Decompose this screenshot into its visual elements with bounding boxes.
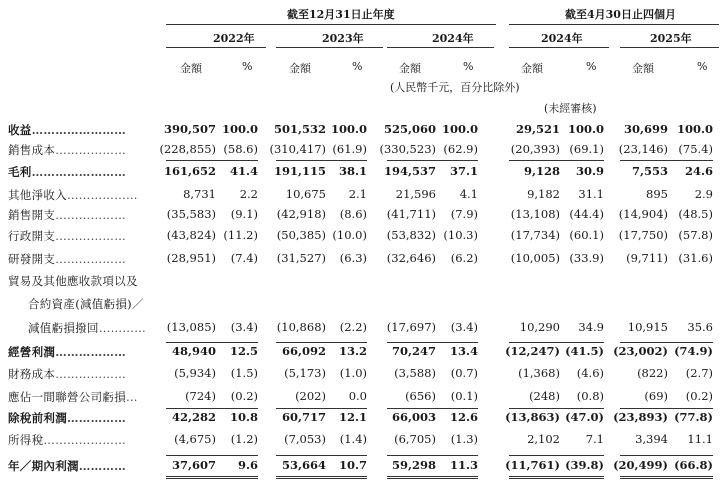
row-label — [8, 410, 126, 426]
cell-value: (7,053) — [284, 432, 326, 446]
cell-value: (5,934) — [174, 366, 216, 380]
cell-value: (77.8) — [674, 410, 713, 424]
impairment-label-line-1: 貿易及其他應收款項以及 — [8, 274, 138, 288]
cell-value: 3,394 — [635, 432, 668, 446]
row-label — [8, 389, 138, 405]
cell-value: 30.9 — [575, 164, 604, 178]
subtotal-rule — [276, 342, 367, 343]
percent-header: % — [242, 60, 253, 73]
cell-value: (9.1) — [230, 207, 258, 221]
cell-value: (0.2) — [230, 389, 258, 403]
leader-dots: ……………… — [55, 252, 127, 266]
cell-value: (310,417) — [269, 142, 326, 156]
subtotal-rule — [509, 342, 604, 343]
subtotal-rule — [509, 408, 604, 409]
subtotal-rule — [276, 408, 367, 409]
year-header: 2022年 — [213, 32, 255, 45]
row-label — [8, 432, 126, 448]
cell-value: (3.4) — [230, 320, 258, 334]
cell-value: (31,527) — [276, 251, 326, 265]
cell-value: 4.1 — [459, 187, 478, 201]
cell-value: (50,385) — [276, 228, 326, 242]
cell-value: (32,646) — [386, 251, 436, 265]
cell-value: 100.0 — [567, 122, 604, 136]
cell-value: 10,675 — [285, 187, 326, 201]
cell-value: 59,298 — [391, 458, 436, 472]
leader-dots: …………………… — [31, 123, 127, 137]
cell-value: (53,832) — [386, 228, 436, 242]
cell-value: (41,711) — [386, 207, 436, 221]
subtotal-rule — [276, 160, 367, 161]
total-rule-double — [509, 478, 604, 479]
cell-value: (1.3) — [450, 432, 478, 446]
cell-value: 501,532 — [273, 122, 326, 136]
cell-value: (20,393) — [510, 142, 560, 156]
row-label-text: 所得稅 — [8, 433, 44, 447]
cell-value: (23,002) — [613, 344, 668, 358]
total-rule — [276, 455, 367, 456]
cell-value: 9,128 — [523, 164, 560, 178]
cell-value: (9,711) — [626, 251, 668, 265]
cell-value: (724) — [185, 389, 216, 403]
percent-header: % — [352, 60, 363, 73]
total-rule-double — [166, 476, 258, 477]
cell-value: 8,731 — [183, 187, 216, 201]
cell-value: 21,596 — [395, 187, 436, 201]
row-label-text: 年／期內利潤 — [8, 459, 79, 473]
subtotal-rule — [387, 342, 478, 343]
cell-value: (60.1) — [569, 228, 604, 242]
cell-value: (6,705) — [394, 432, 436, 446]
percent-header: % — [697, 60, 708, 73]
leader-dots: ……………… — [55, 367, 127, 381]
leader-dots: …………………… — [31, 165, 127, 179]
cell-value: 7,553 — [631, 164, 668, 178]
cell-value: (31.6) — [678, 251, 713, 265]
cell-value: 42,282 — [171, 410, 216, 424]
cell-value: (23,893) — [613, 410, 668, 424]
year-header: 2025年 — [650, 32, 692, 45]
cell-value: (10.3) — [443, 228, 478, 242]
group-title-four-months: 截至4月30日止四個月 — [565, 8, 676, 21]
cell-value: 60,717 — [281, 410, 326, 424]
cell-value: 66,092 — [281, 344, 326, 358]
row-label-text: 行政開支 — [8, 229, 56, 243]
unit-note: (人民幣千元，百分比除外) — [390, 81, 520, 94]
cell-value: (1.0) — [339, 366, 367, 380]
amount-header: 金額 — [632, 62, 654, 75]
cell-value: (62.9) — [443, 142, 478, 156]
row-label-text: 銷售開支 — [8, 208, 56, 222]
cell-value: (41.5) — [565, 344, 604, 358]
total-rule-double — [166, 478, 258, 479]
cell-value: 11.3 — [449, 458, 478, 472]
amount-header: 金額 — [521, 62, 543, 75]
row-label-text: 收益 — [8, 123, 32, 137]
cell-value: (0.7) — [450, 366, 478, 380]
cell-value: (7.4) — [230, 251, 258, 265]
subtotal-rule — [166, 160, 258, 161]
cell-value: (74.9) — [674, 344, 713, 358]
total-rule-double — [509, 476, 604, 477]
cell-value: 0.0 — [348, 389, 367, 403]
percent-header: % — [586, 60, 597, 73]
cell-value: (11,761) — [505, 458, 560, 472]
cell-value: (1.5) — [230, 366, 258, 380]
row-label-text: 毛利 — [8, 165, 32, 179]
cell-value: 9,182 — [527, 187, 560, 201]
cell-value: (20,499) — [613, 458, 668, 472]
subtotal-rule — [166, 408, 258, 409]
row-label — [8, 366, 126, 382]
year-rule — [509, 47, 609, 48]
cell-value: 11.1 — [687, 432, 713, 446]
cell-value: 10.8 — [229, 410, 258, 424]
year-rule — [387, 47, 494, 48]
cell-value: 70,247 — [391, 344, 436, 358]
cell-value: (822) — [637, 366, 668, 380]
total-rule — [166, 455, 258, 456]
cell-value: 2.1 — [348, 187, 367, 201]
year-header: 2024年 — [541, 32, 583, 45]
cell-value: (248) — [529, 389, 560, 403]
cell-value: (58.6) — [223, 142, 258, 156]
cell-value: 2,102 — [527, 432, 560, 446]
cell-value: 38.1 — [338, 164, 367, 178]
cell-value: (5,173) — [284, 366, 326, 380]
cell-value: 2.2 — [239, 187, 258, 201]
cell-value: 13.4 — [449, 344, 478, 358]
cell-value: (35,583) — [166, 207, 216, 221]
total-rule-double — [387, 476, 478, 477]
year-rule — [276, 47, 383, 48]
cell-value: (43,824) — [166, 228, 216, 242]
cell-value: (330,523) — [379, 142, 436, 156]
cell-value: (75.4) — [678, 142, 713, 156]
row-label-text: 減值虧損撥回 — [28, 321, 99, 335]
cell-value: (0.2) — [685, 389, 713, 403]
cell-value: 525,060 — [383, 122, 436, 136]
row-label-text: 除稅前利潤 — [8, 411, 67, 425]
impairment-label-line-2: 合約資產(減值虧損)／ — [28, 297, 144, 311]
cell-value: 161,652 — [163, 164, 216, 178]
cell-value: 35.6 — [687, 320, 713, 334]
row-label — [8, 207, 126, 223]
total-rule — [387, 455, 478, 456]
cell-value: (13,108) — [510, 207, 560, 221]
row-label — [8, 458, 126, 474]
cell-value: (33.9) — [569, 251, 604, 265]
cell-value: (10.0) — [332, 228, 367, 242]
amount-header: 金額 — [399, 62, 421, 75]
cell-value: 12.5 — [229, 344, 258, 358]
cell-value: 37,607 — [171, 458, 216, 472]
cell-value: (17,734) — [510, 228, 560, 242]
cell-value: (39.8) — [565, 458, 604, 472]
row-label — [8, 142, 126, 158]
cell-value: (8.6) — [339, 207, 367, 221]
cell-value: 31.1 — [578, 187, 604, 201]
cell-value: (17,697) — [386, 320, 436, 334]
cell-value: (2.7) — [685, 366, 713, 380]
cell-value: 390,507 — [163, 122, 216, 136]
row-label-text: 應佔一間聯營公司虧損 — [8, 390, 126, 404]
cell-value: (23,146) — [618, 142, 668, 156]
cell-value: (17,750) — [618, 228, 668, 242]
cell-value: 895 — [646, 187, 668, 201]
subtotal-rule — [620, 342, 713, 343]
cell-value: 34.9 — [578, 320, 604, 334]
cell-value: (6.2) — [450, 251, 478, 265]
total-rule-double — [620, 476, 713, 477]
cell-value: (11.2) — [223, 228, 258, 242]
leader-dots: ………… — [98, 321, 147, 335]
cell-value: (0.8) — [576, 389, 604, 403]
cell-value: 100.0 — [221, 122, 258, 136]
row-label-text: 銷售成本 — [8, 143, 56, 157]
row-label — [28, 320, 146, 336]
cell-value: (7.9) — [450, 207, 478, 221]
cell-value: 100.0 — [676, 122, 713, 136]
cell-value: 9.6 — [237, 458, 258, 472]
cell-value: (3.4) — [450, 320, 478, 334]
subtotal-rule — [387, 160, 478, 161]
cell-value: (2.2) — [339, 320, 367, 334]
group-title-year: 截至12月31日止年度 — [287, 8, 395, 21]
subtotal-rule — [620, 408, 713, 409]
row-label-text: 財務成本 — [8, 367, 56, 381]
cell-value: 48,940 — [171, 344, 216, 358]
cell-value: (61.9) — [332, 142, 367, 156]
year-header: 2024年 — [432, 32, 474, 45]
cell-value: 41.4 — [229, 164, 258, 178]
percent-header: % — [463, 60, 474, 73]
cell-value: 100.0 — [330, 122, 367, 136]
cell-value: 10,290 — [519, 320, 560, 334]
leader-dots: …………… — [67, 411, 126, 425]
leader-dots: ………………… — [43, 433, 127, 447]
year-rule — [166, 47, 266, 48]
cell-value: (66.8) — [674, 458, 713, 472]
unaudited-note: (未經審核) — [544, 102, 597, 115]
cell-value: 12.1 — [338, 410, 367, 424]
subtotal-rule — [166, 342, 258, 343]
cell-value: 53,664 — [281, 458, 326, 472]
cell-value: (12,247) — [505, 344, 560, 358]
cell-value: (1.4) — [339, 432, 367, 446]
leader-dots: ………… — [78, 459, 127, 473]
leader-dots: ……………… — [55, 345, 127, 359]
cell-value: (6.3) — [339, 251, 367, 265]
cell-value: (13,863) — [505, 410, 560, 424]
leader-dots: ……………… — [67, 188, 138, 202]
row-label — [8, 251, 126, 267]
row-label — [8, 228, 126, 244]
cell-value: 13.2 — [338, 344, 367, 358]
cell-value: (13,085) — [166, 320, 216, 334]
row-label — [8, 164, 126, 180]
cell-value: 66,003 — [391, 410, 436, 424]
cell-value: 30,699 — [623, 122, 668, 136]
cell-value: 194,537 — [383, 164, 436, 178]
total-rule-double — [620, 478, 713, 479]
cell-value: (10,868) — [276, 320, 326, 334]
cell-value: (4,675) — [174, 432, 216, 446]
cell-value: 2.9 — [694, 187, 713, 201]
subtotal-rule — [620, 160, 713, 161]
cell-value: 12.6 — [449, 410, 478, 424]
cell-value: (28,951) — [166, 251, 216, 265]
cell-value: (1.2) — [230, 432, 258, 446]
cell-value: 10.7 — [338, 458, 367, 472]
total-rule — [509, 455, 604, 456]
cell-value: 37.1 — [449, 164, 478, 178]
cell-value: (47.0) — [565, 410, 604, 424]
cell-value: (69.1) — [569, 142, 604, 156]
amount-header: 金額 — [180, 62, 202, 75]
cell-value: 10,915 — [627, 320, 668, 334]
cell-value: (202) — [295, 389, 326, 403]
subtotal-rule — [387, 408, 478, 409]
subtotal-rule — [509, 160, 604, 161]
row-label-text: 其他淨收入 — [8, 188, 67, 202]
cell-value: (3,588) — [394, 366, 436, 380]
cell-value: (69) — [644, 389, 668, 403]
cell-value: 24.6 — [684, 164, 713, 178]
leader-dots: … — [126, 390, 138, 404]
row-label — [8, 122, 126, 138]
cell-value: (228,855) — [159, 142, 216, 156]
total-rule-double — [276, 478, 367, 479]
cell-value: 29,521 — [515, 122, 560, 136]
cell-value: (42,918) — [276, 207, 326, 221]
year-rule — [620, 47, 719, 48]
cell-value: 100.0 — [441, 122, 478, 136]
row-label — [8, 187, 138, 203]
leader-dots: ……………… — [55, 143, 127, 157]
cell-value: (4.6) — [576, 366, 604, 380]
row-label-text: 經營利潤 — [8, 345, 56, 359]
cell-value: (1,368) — [518, 366, 560, 380]
row-label — [8, 344, 126, 360]
cell-value: 191,115 — [273, 164, 326, 178]
leader-dots: ……………… — [55, 208, 127, 222]
group-rule-year — [166, 24, 496, 25]
total-rule — [620, 455, 713, 456]
cell-value: (14,904) — [618, 207, 668, 221]
total-rule-double — [387, 478, 478, 479]
total-rule-double — [276, 476, 367, 477]
cell-value: (48.5) — [678, 207, 713, 221]
group-rule-months — [509, 24, 719, 25]
cell-value: (656) — [405, 389, 436, 403]
year-header: 2023年 — [322, 32, 364, 45]
cell-value: (57.8) — [678, 228, 713, 242]
row-label-text: 研發開支 — [8, 252, 56, 266]
cell-value: (44.4) — [569, 207, 604, 221]
amount-header: 金額 — [289, 62, 311, 75]
cell-value: (10,005) — [510, 251, 560, 265]
leader-dots: ……………… — [55, 229, 127, 243]
cell-value: (0.1) — [450, 389, 478, 403]
cell-value: 7.1 — [585, 432, 604, 446]
